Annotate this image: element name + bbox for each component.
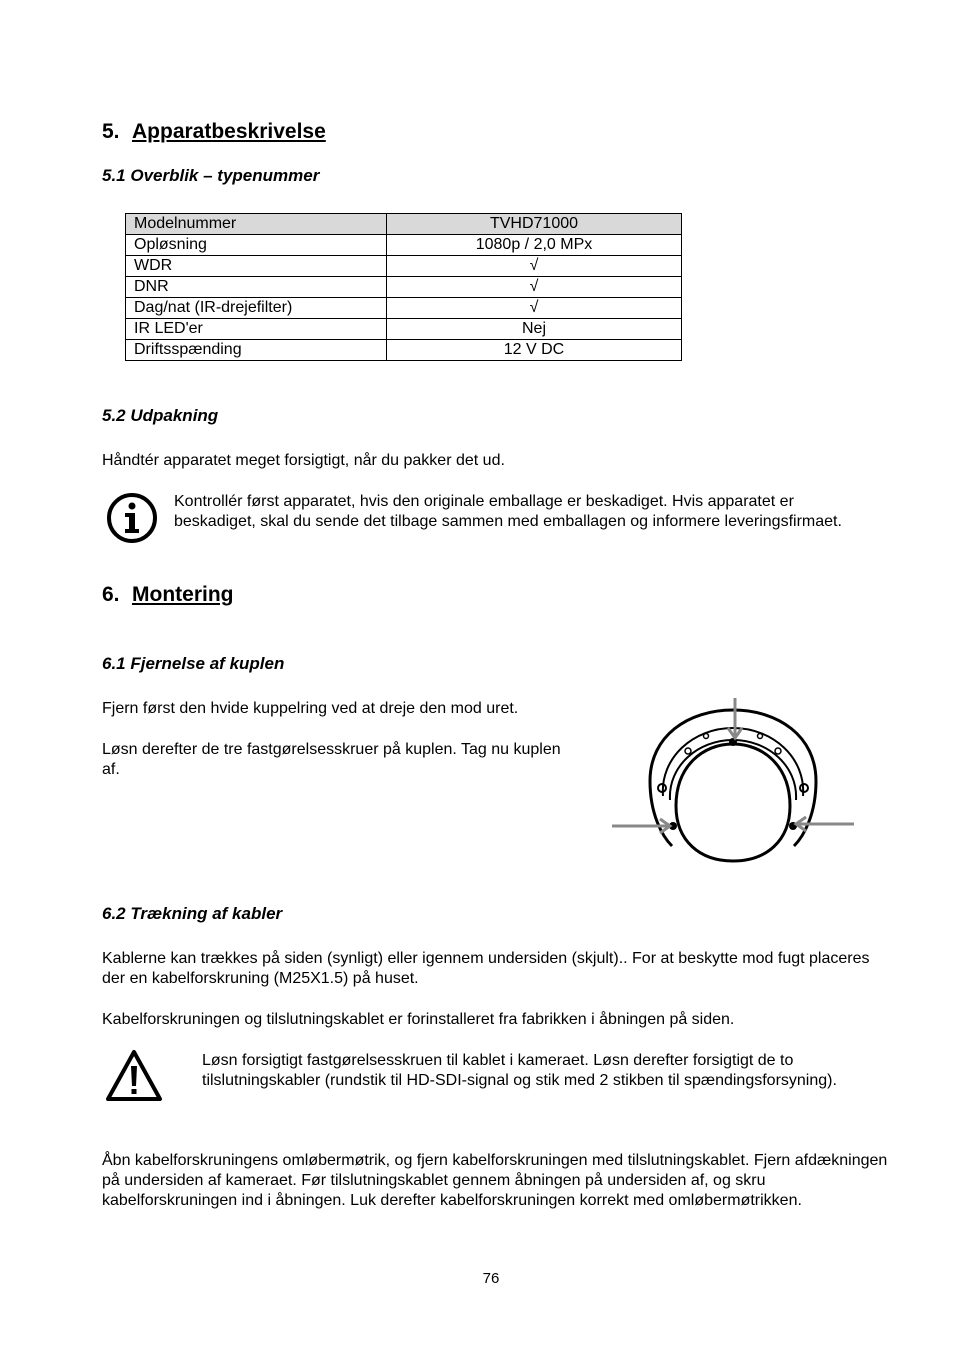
spec-value-cell: Nej [387,319,682,340]
spec-value-cell: √ [387,277,682,298]
info-icon [106,492,158,544]
spec-value-cell: √ [387,298,682,319]
subsection-6-2-heading: 6.2 Trækning af kabler [102,904,283,923]
section-6-heading [102,583,233,607]
spec-table-row [126,277,682,298]
unpack-paragraph: Håndtér apparatet meget forsigtigt, når du pakker det ud. [102,452,505,469]
subsection-6-1-heading: 6.1 Fjernelse af kuplen [102,654,285,673]
spec-value-cell: 1080p / 2,0 MPx [387,235,682,256]
spec-label-cell: Dag/nat (IR-drejefilter) [126,298,387,319]
spec-value-cell: √ [387,256,682,277]
cable-paragraph-1: Kablerne kan trækkes på siden (synligt) eller igennem undersiden (skjult).. For at beskytte mod fugt placeres der en kabelforskruning (M25X1.5) på huset. [102,950,870,987]
spec-table-row [126,214,682,235]
warning-note: Løsn forsigtigt fastgørelsesskruen til kablet i kameraet. Løsn derefter forsigtigt de to tilslutningskabler (rundstik til HD-SDI-signal og stik med 2 stikben til spændingsforsyning). [202,1052,837,1089]
section-title: Montering [132,583,234,606]
dome-camera-illustration [608,696,858,866]
spec-table-row [126,319,682,340]
section-number: 5. [102,120,120,143]
dome-paragraph-1: Fjern først den hvide kuppelring ved at dreje den mod uret. [102,700,519,717]
cable-paragraph-3: Åbn kabelforskruningens omløbermøtrik, og fjern kabelforskruningen med tilslutningskablet. Fjern afdækningen på undersiden af kameraet. Før tilslutningskablet gennem åbningen på undersiden af, og skru kabelforskruningen ind i åbningen. Luk derefter kabelforskruningen korrekt med omløbermøtrikken. [102,1152,888,1209]
spec-table-row [126,340,682,361]
spec-label-cell: Driftsspænding [126,340,387,361]
warning-triangle-icon [105,1049,163,1103]
spec-label-cell: Opløsning [126,235,387,256]
section-5-heading [102,120,326,144]
spec-label-cell: Modelnummer [126,214,387,235]
spec-value-cell: 12 V DC [387,340,682,361]
section-number: 6. [102,583,120,606]
cable-paragraph-2: Kabelforskruningen og tilslutningskablet er forinstalleret fra fabrikken i åbningen på siden. [102,1011,735,1028]
spec-label-cell: WDR [126,256,387,277]
spec-value-cell: TVHD71000 [387,214,682,235]
spec-table-row [126,256,682,277]
spec-table-row [126,298,682,319]
spec-label-cell: DNR [126,277,387,298]
info-note: Kontrollér først apparatet, hvis den originale emballage er beskadiget. Hvis apparatet er beskadiget, skal du sende det tilbage sammen med emballagen og informere leveringsfirmaet. [174,493,842,530]
spec-label-cell: IR LED'er [126,319,387,340]
spec-table [125,213,682,361]
spec-table-row [126,235,682,256]
dome-paragraph-2: Løsn derefter de tre fastgørelsesskruer på kuplen. Tag nu kuplen af. [102,741,561,778]
section-title: Apparatbeskrivelse [132,120,326,143]
subsection-5-1-heading: 5.1 Overblik – typenummer [102,166,320,185]
subsection-5-2-heading: 5.2 Udpakning [102,406,219,425]
page-number: 76 [482,1270,500,1287]
